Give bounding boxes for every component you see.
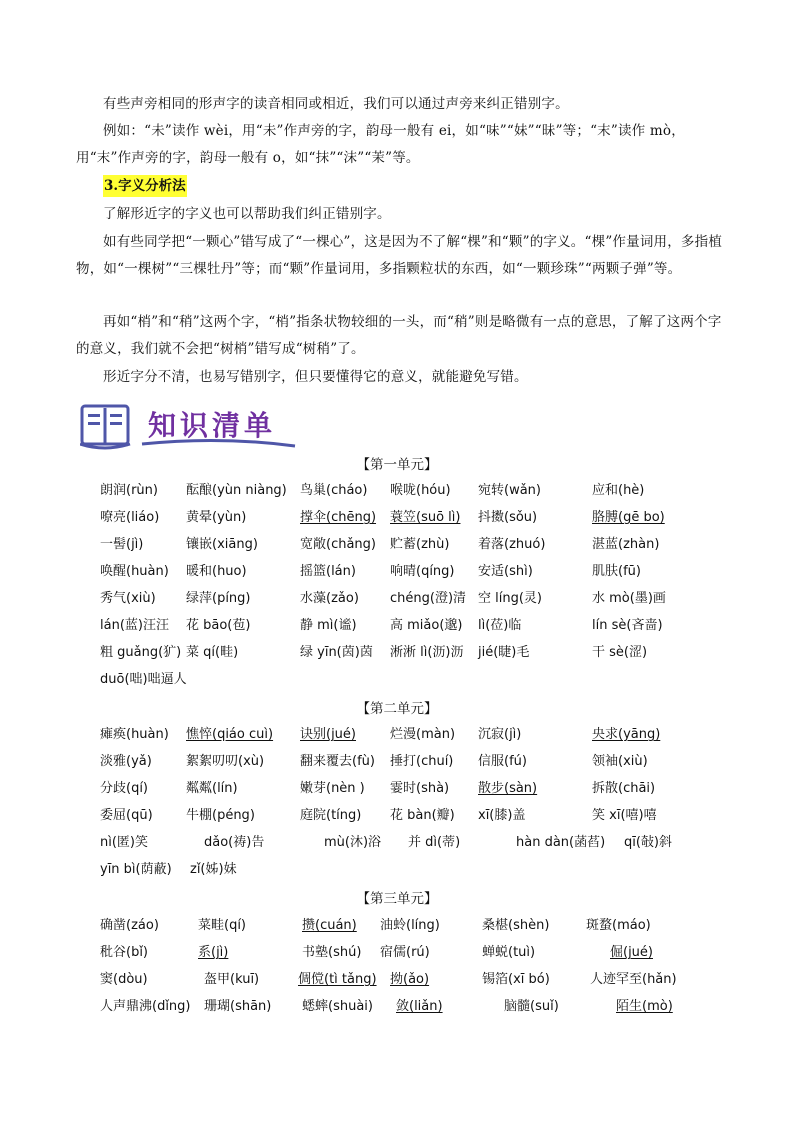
word-item: nì(匿)笑 [100, 835, 148, 850]
word-item: 领袖(xiù) [592, 754, 648, 769]
word-item: 陌生(mò) [616, 999, 673, 1014]
word-item: lín sè(吝啬) [592, 618, 663, 633]
word-item: 倜傥(tì tǎng) [298, 972, 377, 987]
word-item: 水 mò(墨)画 [592, 591, 666, 606]
word-item: 干 sè(涩) [592, 645, 648, 660]
word-item: 绿萍(píng) [186, 591, 251, 606]
word-item: 锡箔(xī bó) [482, 972, 550, 987]
word-item: 憔悴(qiáo cuì) [186, 727, 274, 742]
word-item: 宿儒(rú) [380, 945, 430, 960]
word-item: 水藻(zǎo) [300, 591, 359, 606]
word-item: 菜 qí(畦) [186, 645, 239, 660]
unit-2-title: 【第二单元】 [356, 701, 438, 717]
word-item: 蟋蟀(shuài) [302, 999, 373, 1014]
word-row [0, 914, 794, 938]
word-item: 笑 xī(嘻)嘻 [592, 808, 657, 823]
word-item: mù(沐)浴 [324, 835, 382, 850]
word-item: 摇篮(lán) [300, 564, 356, 579]
word-item: 翻来覆去(fù) [300, 754, 375, 769]
word-row [0, 723, 794, 747]
word-item: 黄晕(yùn) [186, 510, 247, 525]
word-item: 絮絮叨叨(xù) [186, 754, 265, 769]
word-item: 宛转(wǎn) [478, 483, 541, 498]
word-item: 央求(yāng) [592, 727, 661, 742]
word-item: 蓑笠(suō lì) [390, 510, 461, 525]
section3-paragraph-4: 形近字分不清，也易写错别字，但只要懂得它的意义，就能避免写错。 [103, 369, 528, 385]
word-item: 喉咙(hóu) [390, 483, 451, 498]
word-item: 拗(ǎo) [390, 972, 430, 987]
word-item: 拆散(chāi) [592, 781, 656, 796]
word-item: 攒(cuán) [302, 918, 357, 933]
intro-paragraph-1: 有些声旁相同的形声字的读音相同或相近，我们可以通过声旁来纠正错别字。 [103, 96, 569, 112]
word-item: 一髻(jì) [100, 537, 144, 552]
word-row [0, 668, 794, 692]
word-row [0, 941, 794, 965]
word-item: 蝉蜕(tuì) [482, 945, 536, 960]
intro-paragraph-2: 例如：“未”读作 wèi，用“未”作声旁的字，韵母一般有 ei，如“味”“妹”“昧”等；“末”读作 mò，用“末”作声旁的字，韵母一般有 o，如“抹”“沫”“茉”等。 [76, 123, 685, 166]
word-item: xī(膝)盖 [478, 808, 526, 823]
word-item: 脑髓(suǐ) [504, 999, 559, 1014]
word-item: zǐ(姊)妹 [190, 862, 237, 877]
section3-paragraph-3: 再如“梢”和“稍”这两个字，“梢”指条状物较细的一头，而“稍”则是略微有一点的意思，了解了这两个字的意义，我们就不会把“树梢”错写成“树稍”了。 [76, 314, 722, 357]
word-item: 嘹亮(liáo) [100, 510, 160, 525]
word-item: 系(jì) [198, 945, 229, 960]
word-row [0, 750, 794, 774]
unit-3-title: 【第三单元】 [356, 891, 438, 907]
word-item: 菜畦(qí) [198, 918, 247, 933]
section3-paragraph-2: 如有些同学把“一颗心”错写成了“一棵心”，这是因为不了解“棵”和“颗”的字义。“棵”作量词用，多指植物，如“一棵树”“三棵牡丹”等；而“颗”作量词用，多指颗粒状的东西，如“一颗珍珠”“两颗子弹”等。 [76, 234, 723, 277]
word-row [0, 995, 794, 1019]
word-row [0, 614, 794, 638]
word-row [0, 777, 794, 801]
word-item: 嫩芽(nèn ) [300, 781, 365, 796]
word-row [0, 479, 794, 503]
word-item: 响晴(qíng) [390, 564, 455, 579]
word-item: 抖擞(sǒu) [478, 510, 538, 525]
word-item: 盔甲(kuī) [204, 972, 260, 987]
word-row [0, 587, 794, 611]
word-item: hàn dàn(菡萏) [516, 835, 606, 850]
word-item: 敛(liǎn) [396, 999, 443, 1014]
word-item: 秕谷(bǐ) [100, 945, 149, 960]
word-item: 镶嵌(xiāng) [186, 537, 258, 552]
word-item: lì(莅)临 [478, 618, 522, 633]
word-item: 秀气(xiù) [100, 591, 156, 606]
unit-1-title: 【第一单元】 [356, 457, 438, 473]
word-item: 委屈(qū) [100, 808, 153, 823]
word-item: 书塾(shú) [302, 945, 362, 960]
word-row [0, 533, 794, 557]
word-item: 霎时(shà) [390, 781, 450, 796]
word-item: 朗润(rùn) [100, 483, 158, 498]
word-item: 庭院(tíng) [300, 808, 362, 823]
word-item: 酝酿(yùn niàng) [186, 483, 287, 498]
word-item: qī(敧)斜 [624, 835, 673, 850]
word-item: 花 bāo(苞) [186, 618, 251, 633]
word-item: 高 miǎo(邈) [390, 618, 463, 633]
word-item: yīn bì(荫蔽) [100, 862, 172, 877]
word-item: 诀别(jué) [300, 727, 356, 742]
word-item: 窦(dòu) [100, 972, 148, 987]
word-item: 肌肤(fū) [592, 564, 641, 579]
word-item: jié(睫)毛 [478, 645, 530, 660]
word-item: 人迹罕至(hǎn) [590, 972, 677, 987]
word-row [0, 858, 794, 882]
word-item: duō(咄)咄逼人 [100, 672, 187, 687]
section-heading-3: 3.字义分析法 [103, 175, 187, 197]
word-row [0, 831, 794, 855]
banner-title: 知识清单 [148, 409, 277, 442]
word-item: 烂漫(màn) [390, 727, 456, 742]
word-row [0, 506, 794, 530]
word-item: 散步(sàn) [478, 781, 538, 796]
word-item: 淡雅(yǎ) [100, 754, 152, 769]
word-item: lán(蓝)汪汪 [100, 618, 169, 633]
word-item: chéng(澄)清 [390, 591, 467, 606]
word-row [0, 641, 794, 665]
word-item: 人声鼎沸(dǐng) [100, 999, 191, 1014]
word-item: 并 dì(蒂) [408, 835, 461, 850]
word-item: 安适(shì) [478, 564, 533, 579]
word-item: 粼粼(lín) [186, 781, 238, 796]
word-item: 暖和(huo) [186, 564, 247, 579]
word-item: 贮蓄(zhù) [390, 537, 450, 552]
word-item: 粗 guǎng(犷) [100, 645, 182, 660]
word-item: 静 mì(谧) [300, 618, 357, 633]
word-item: 牛棚(péng) [186, 808, 255, 823]
word-item: 分歧(qí) [100, 781, 149, 796]
word-item: 瘫痪(huàn) [100, 727, 169, 742]
knowledge-list-banner [80, 400, 300, 452]
word-item: 鸟巢(cháo) [300, 483, 368, 498]
section3-paragraph-1: 了解形近字的字义也可以帮助我们纠正错别字。 [103, 206, 391, 222]
word-item: 空 líng(灵) [478, 591, 542, 606]
word-row [0, 560, 794, 584]
word-row [0, 968, 794, 992]
word-item: 花 bàn(瓣) [390, 808, 455, 823]
word-item: 着落(zhuó) [478, 537, 546, 552]
word-item: 倔(jué) [610, 945, 653, 960]
word-item: 捶打(chuí) [390, 754, 454, 769]
word-item: 沉寂(jì) [478, 727, 522, 742]
word-item: 绿 yīn(茵)茵 [300, 645, 373, 660]
word-item: 湛蓝(zhàn) [592, 537, 660, 552]
word-item: 珊瑚(shān) [204, 999, 272, 1014]
word-item: 信服(fú) [478, 754, 527, 769]
word-item: 撑伞(chēng) [300, 510, 377, 525]
word-item: 桑椹(shèn) [482, 918, 550, 933]
word-item: 胳膊(gē bo) [592, 510, 665, 525]
word-item: 油蛉(líng) [380, 918, 440, 933]
word-item: 淅淅 lì(沥)沥 [390, 645, 464, 660]
word-item: 应和(hè) [592, 483, 645, 498]
word-item: dǎo(祷)告 [204, 835, 265, 850]
word-row [0, 804, 794, 828]
word-item: 宽敞(chǎng) [300, 537, 376, 552]
word-item: 唤醒(huàn) [100, 564, 169, 579]
word-item: 斑蝥(máo) [586, 918, 651, 933]
word-item: 确凿(záo) [100, 918, 159, 933]
